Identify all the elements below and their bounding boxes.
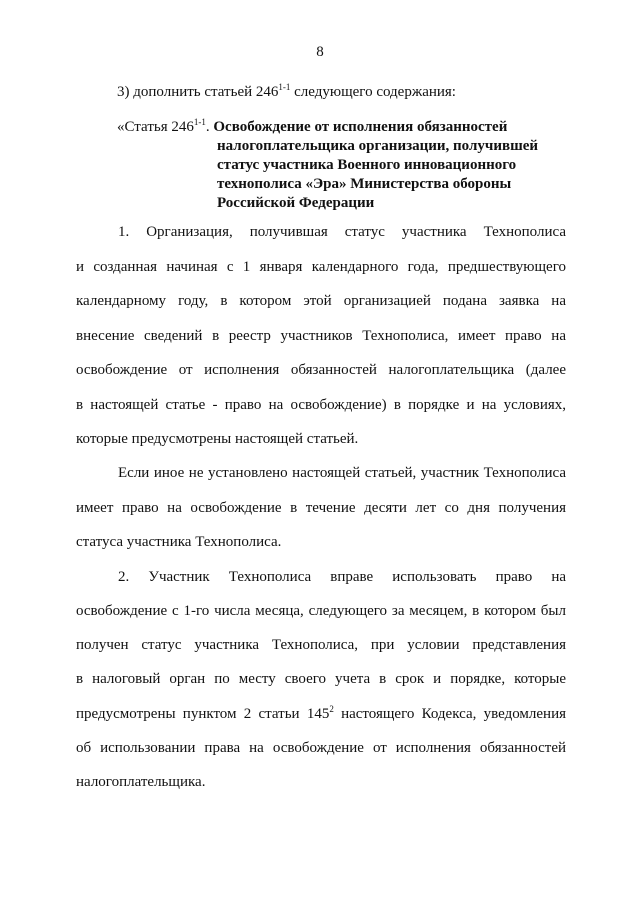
page-number: 8 xyxy=(316,44,324,60)
text-line: внесение сведений в реестр участников Технополиса, имеет право на xyxy=(76,328,566,344)
text-line: имеет право на освобождение в течение десяти лет со дня получения xyxy=(76,500,566,516)
text-line: 1. Организация, получившая статус участника Технополиса xyxy=(118,224,566,240)
text-line: 2. Участник Технополиса вправе использовать право на xyxy=(118,569,566,585)
article-title-line: технополиса «Эра» Министерства обороны xyxy=(217,176,512,192)
amendment-sup: 1-1 xyxy=(278,82,291,92)
text-line: освобождение от исполнения обязанностей налогоплательщика (далее xyxy=(76,362,566,378)
text-segment: предусмотрены пунктом 2 статьи 145 xyxy=(76,706,330,722)
article-title-line: Освобождение от исполнения обязанностей xyxy=(213,119,508,135)
text-line: освобождение с 1-го числа месяца, следующего за месяцем, в котором был xyxy=(76,603,566,619)
text-line: налогоплательщика. xyxy=(76,774,206,790)
text-segment: настоящего Кодекса, уведомления xyxy=(333,706,567,722)
text-line: и созданная начиная с 1 января календарного года, предшествующего xyxy=(76,259,566,275)
text-line: Если иное не установлено настоящей статьей, участник Технополиса xyxy=(118,465,566,481)
superscript: 2 xyxy=(329,704,334,714)
article-title-line: налогоплательщика организации, получившей xyxy=(217,138,539,154)
article-prefix-sup: 1-1 xyxy=(193,117,206,127)
article-title-line: статус участника Военного инновационного xyxy=(217,157,517,173)
amendment-line xyxy=(117,84,456,101)
text-line: в налоговый орган по месту своего учета в срок и порядке, которые xyxy=(76,671,566,687)
amendment-text-after: следующего содержания: xyxy=(290,84,456,100)
article-title-line: Российской Федерации xyxy=(217,195,375,211)
article-prefix-dot: . xyxy=(205,119,214,135)
text-line: об использовании права на освобождение от исполнения обязанностей xyxy=(76,740,566,756)
amendment-text: 3) дополнить статьей 246 xyxy=(117,84,279,100)
article-heading xyxy=(117,118,577,213)
text-line: получен статус участника Технополиса, при условии представления xyxy=(76,637,566,653)
text-line-with-sup xyxy=(76,704,566,724)
text-line: в настоящей статье - право на освобождение) в порядке и на условиях, xyxy=(76,397,566,413)
text-line: календарному году, в котором этой организацией подана заявка на xyxy=(76,293,566,309)
article-prefix: «Статья 246 xyxy=(117,119,194,135)
text-line: статуса участника Технополиса. xyxy=(76,534,282,550)
text-line: которые предусмотрены настоящей статьей. xyxy=(76,431,359,447)
